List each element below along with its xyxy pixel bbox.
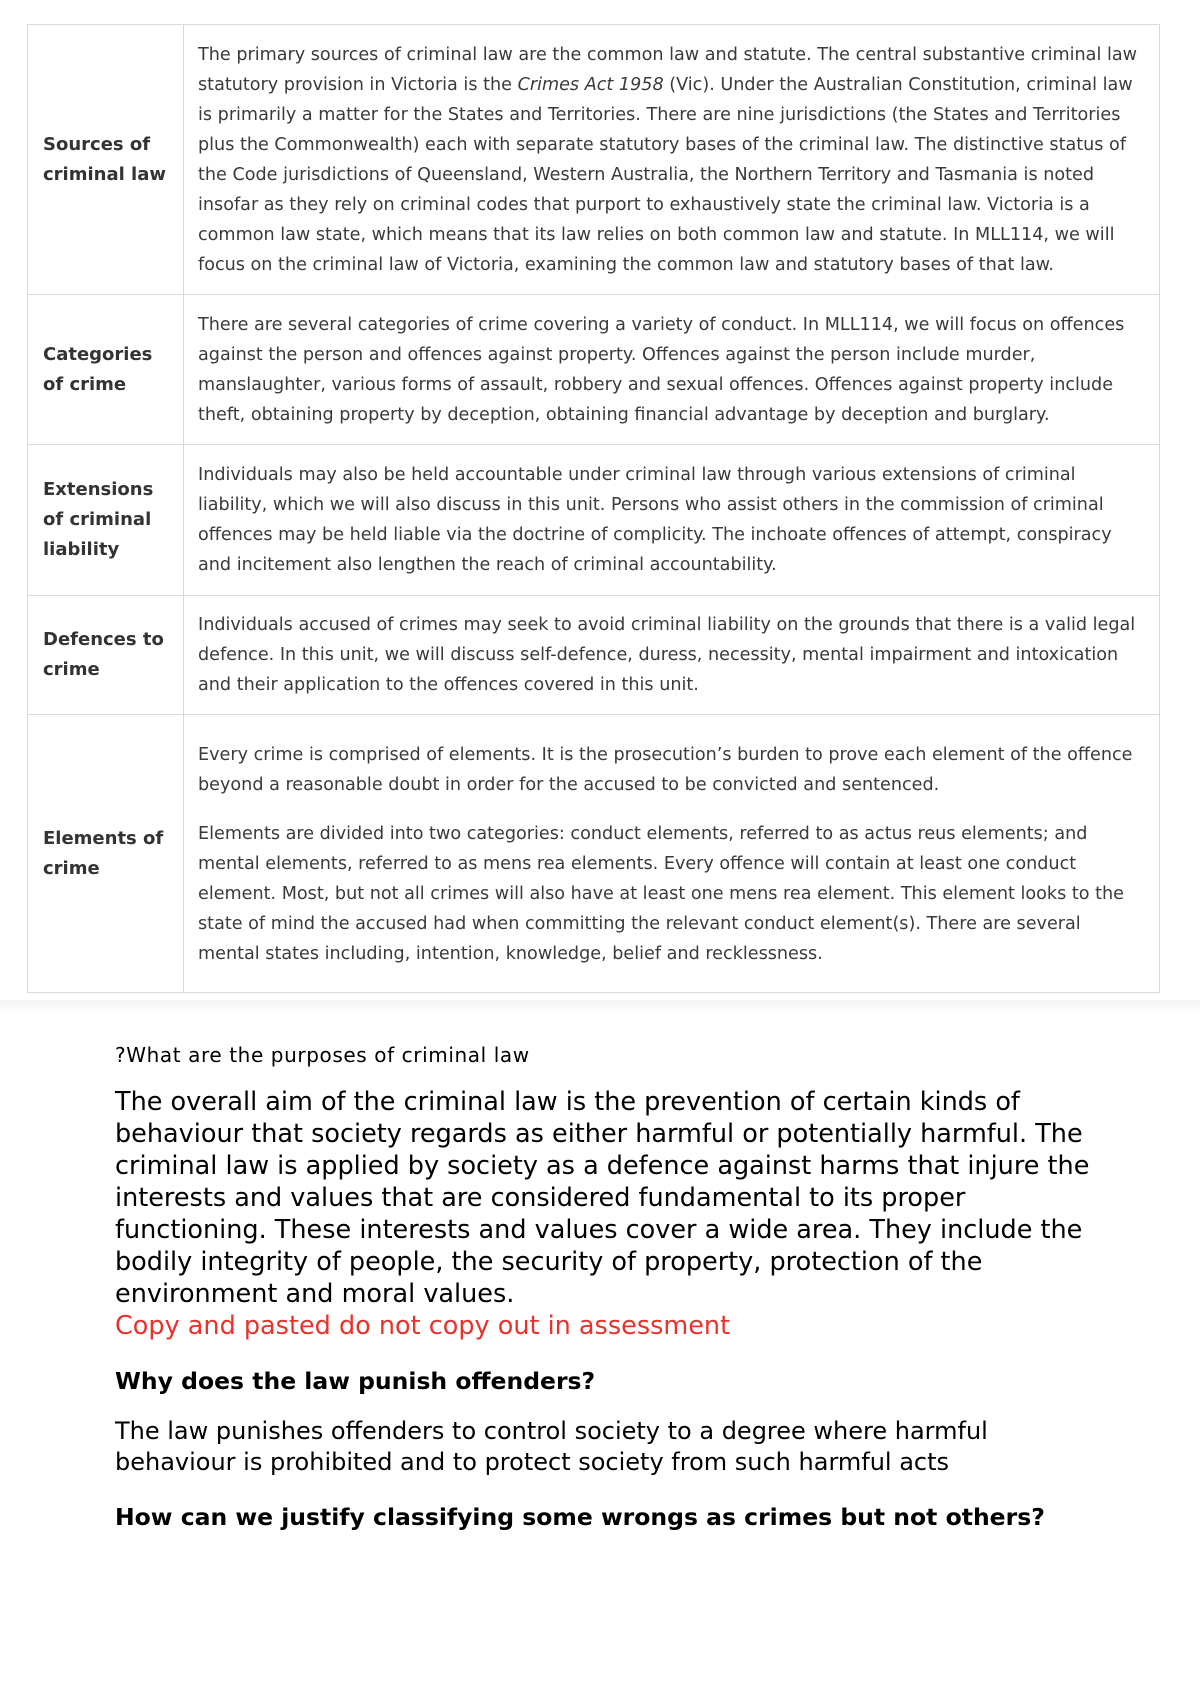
row-term: Extensions of criminal liability — [28, 445, 184, 596]
row-description — [184, 295, 1160, 445]
table-row — [28, 715, 1160, 993]
copy-warning: Copy and pasted do not copy out in assessment — [115, 1311, 731, 1341]
row-term: Elements of crime — [28, 715, 184, 993]
page-separator — [0, 1000, 1200, 1014]
row-term: Sources of criminal law — [28, 25, 184, 295]
row-description — [184, 715, 1160, 993]
table-row — [28, 596, 1160, 715]
row-description — [184, 445, 1160, 596]
table-row — [28, 445, 1160, 596]
overview-table — [27, 24, 1160, 993]
answer-punish: The law punishes offenders to control society to a degree where harmful behaviour is prohibited and to protect society from such harmful acts — [115, 1417, 988, 1476]
study-notes — [115, 1042, 1115, 1552]
row-description — [184, 596, 1160, 715]
question-purposes: ?What are the purposes of criminal law — [115, 1043, 530, 1067]
row-paragraph: Every crime is comprised of elements. It is the prosecution’s burden to prove each element of the offence beyond a reasonable doubt in order for the accused to be convicted and sentenced. — [198, 745, 1133, 795]
question-punish: Why does the law punish offenders? — [115, 1367, 596, 1395]
row-term: Categories of crime — [28, 295, 184, 445]
question-classify: How can we justify classifying some wrongs as crimes but not others? — [115, 1503, 1045, 1531]
row-paragraph: Individuals may also be held accountable under criminal law through various extensions of criminal liability, which we will also discuss in this unit. Persons who assist others in the commission of criminal offences may be held liable via the doctrine of complicity. The inchoate offences of attempt, conspiracy and incitement also lengthen the reach of criminal accountability. — [198, 465, 1112, 575]
answer-purposes: The overall aim of the criminal law is the prevention of certain kinds of behaviour that society regards as either harmful or potentially harmful. The criminal law is applied by society as a defence against harms that injure the interests and values that are considered fundamental to its proper functioning. These interests and values cover a wide area. They include the bodily integrity of people, the security of property, protection of the environment and moral values. — [115, 1087, 1090, 1309]
row-paragraph: There are several categories of crime covering a variety of conduct. In MLL114, we will focus on offences against the person and offences against property. Offences against the person include murder, manslaughter, various forms of assault, robbery and sexual offences. Offences against property include theft, obtaining property by deception, obtaining financial advantage by deception and burglary. — [198, 314, 1125, 425]
criminal-law-overview-table — [27, 24, 1160, 993]
row-paragraph: Elements are divided into two categories: conduct elements, referred to as actus reus elements; and mental elements, referred to as mens rea elements. Every offence will contain at least one conduct element. Most, but not all crimes will also have at least one mens rea element. This element looks to the state of mind the accused had when committing the relevant conduct element(s). There are several mental states including, intention, knowledge, belief and recklessness. — [198, 824, 1124, 964]
row-paragraph: Individuals accused of crimes may seek to avoid criminal liability on the grounds that there is a valid legal defence. In this unit, we will discuss self-defence, duress, necessity, mental impairment and intoxication and their application to the offences covered in this unit. — [198, 615, 1136, 695]
row-term: Defences to crime — [28, 596, 184, 715]
table-row — [28, 25, 1160, 295]
statute-title: Crimes Act 1958 — [517, 74, 664, 95]
table-row — [28, 295, 1160, 445]
row-paragraph: The primary sources of criminal law are the common law and statute. The central substantive criminal law statutory provision in Victoria is the Crimes Act 1958 (Vic). Under the Australian Constitution, criminal law is primarily a matter for the States and Territories. There are nine jurisdictions (the States and Territories plus the Commonwealth) each with separate statutory bases of the criminal law. The distinctive status of the Code jurisdictions of Queensland, Western Australia, the Northern Territory and Tasmania is noted insofar as they rely on criminal codes that purport to exhaustively state the criminal law. Victoria is a common law state, which means that its law relies on both common law and statute. In MLL114, we will focus on the criminal law of Victoria, examining the common law and statutory bases of that law. — [198, 44, 1138, 275]
row-description — [184, 25, 1160, 295]
